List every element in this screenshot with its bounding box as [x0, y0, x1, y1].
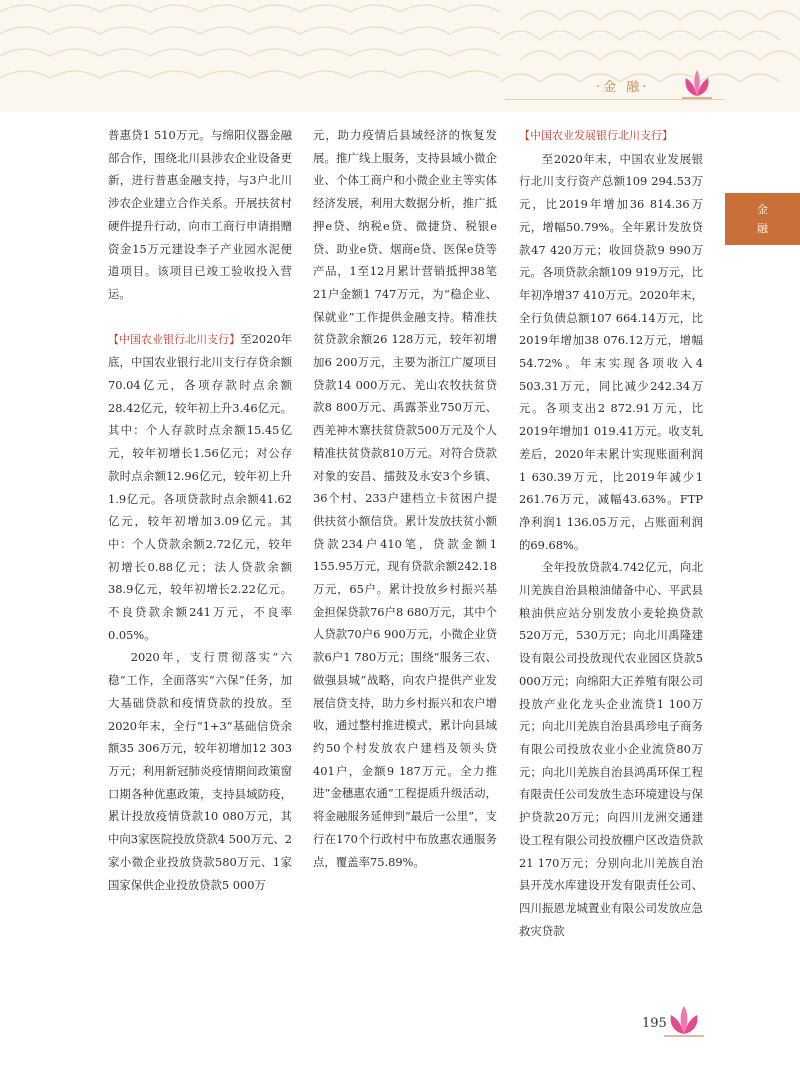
paragraph: 2020年，支行贯彻落实“六稳”工作，全面落实“六保”任务，加大基础贷款和疫情贷款的投放。至2020年末，全行“1+3”基础信贷余额35 306万元，较年初增加12 303万元；利用新冠肺炎疫情期间政策窗口期各种优惠政策，支持县域防疫，累计投放疫情贷款10 080万元，其中向3家医院投放贷款4 500万元、2家小微企业投放贷款580万元、1家国家保供企业投放贷款5 000万 — [108, 650, 292, 892]
page-number: 195 — [642, 1016, 667, 1031]
paragraph — [108, 328, 292, 647]
lotus-flower-icon — [680, 68, 714, 100]
section-heading: 【中国农业银行北川支行】 — [108, 332, 241, 346]
text-column-2 — [313, 124, 497, 873]
lotus-flower-icon — [664, 1004, 704, 1038]
paragraph: 全年投放贷款4.742亿元，向北川羌族自治县粮油储备中心、平武县粮油供应站分别发放小麦轮换贷款520万元，530万元；向北川禹隆建设有限公司投放现代农业园区贷款5 000万元；向绵阳大正养殖有限公司投放产业化龙头企业流贷1 100万元；向北川羌族自治县禹珍电子商务有限公司投放农业小企业流贷80万元；向北川羌族自治县鸿禹环保工程有限责任公司发放生态环境建设与保护贷款20万元；向四川龙洲交通建设工程有限公司投放棚户区改造贷款21 170万元；分别向北川羌族自治县开茂水库建设开发有限责任公司、四川振恩龙城置业有限公司发放应急救灾贷款 — [519, 560, 703, 938]
paragraph: 普惠贷1 510万元。与绵阳仪器金融部合作，围绕北川县涉农企业设备更新，进行普惠金融支持，与3户北川涉农企业建立合作关系。开展扶贫村硬件提升行动，向市工商行申请捐赠资金15万元建设李子产业园水泥便道项目。该项目已竣工验收投入营运。 — [108, 128, 292, 301]
section-heading-line — [519, 124, 703, 148]
side-tab-char-1: 金 — [757, 203, 768, 216]
paragraph: 至2020年末，中国农业发展银行北川支行资产总额109 294.53万元，比2019年增加36 814.36万元，增幅50.79%。全年累计发放贷款47 420万元；收回贷款9 990万元。各项贷款余额109 919万元，比年初净增37 410万元。2020年末，全行负债总额107 664.14万元，比2019年增加38 076.12万元，增幅54.72%。年末实现各项收入4 503.31万元，同比减少242.34万元。各项支出2 872.91万元，比2019年增加1 019.41万元。收支轧差后，2020年末累计实现账面利润1 630.39万元，比2019年减少1 261.76万元，减幅43.63%。FTP净利润1 136.05万元，占账面利润的69.68%。 — [519, 151, 703, 552]
side-section-tab — [725, 193, 800, 245]
paragraph-text: 至2020年底，中国农业银行北川支行存贷余额70.04亿元，各项存款时点余额28.42亿元，较年初上升3.46亿元。其中：个人存款时点余额15.45亿元，较年初增长1.56亿元；对公存款时点余额12.96亿元，较年初上升1.9亿元。各项贷款时点余额41.62亿元，较年初增加3.09亿元。其中：个人贷款余额2.72亿元，较年初增长0.88亿元；法人贷款余额38.9亿元，较年初增长2.22亿元。不良贷款余额241万元，不良率0.05%。 — [108, 331, 292, 642]
text-column-3 — [519, 124, 703, 942]
side-tab-char-2: 融 — [757, 222, 768, 235]
paragraph: 元，助力疫情后县域经济的恢复发展。推广线上服务，支持县域小微企业、个体工商户和小微企业主等实体经济发展，利用大数据分析，推广抵押e贷、纳税e贷、微捷贷、税银e贷、助业e贷、烟商e贷、医保e贷等产品，1至12月累计营销抵押38笔21户金额1 747万元，为“稳企业、保就业”工作提供金融支持。精准扶贫贷款余额26 128万元，较年初增加6 200万元，主要为浙江广厦项目贷款14 000万元、羌山农牧扶贫贷款8 800万元、禹露茶业750万元、西羌神木寨扶贫贷款500万元及个人精准扶贫贷款810万元。对符合贷款对象的安昌、擂鼓及永安3个乡镇、36个村、233户建档立卡贫困户提供扶贫小额信贷。累计发放扶贫小额贷款234户410笔，贷款金额1 155.95万元，现有贷款余额242.18万元，65户。累计投放乡村振兴基金担保贷款76户8 680万元，其中个人贷款70户6 900万元，小微企业贷款6户1 780万元；围绕“服务三农、做强县城”战略，向农户提供产业发展信贷支持，助力乡村振兴和农户增收，通过整村推进模式，累计向县域约50个村发放农户建档及领头贷401户，金额9 187万元。全力推进“金穗惠农通”工程提质升级活动，将金融服务延伸到“最后一公里”，支行在170个行政村中布放惠农通服务点，覆盖率75.89%。 — [313, 128, 497, 869]
section-heading: 【中国农业发展银行北川支行】 — [519, 129, 673, 142]
section-label: ·金 融· — [596, 80, 650, 95]
text-column-1 — [108, 124, 292, 896]
